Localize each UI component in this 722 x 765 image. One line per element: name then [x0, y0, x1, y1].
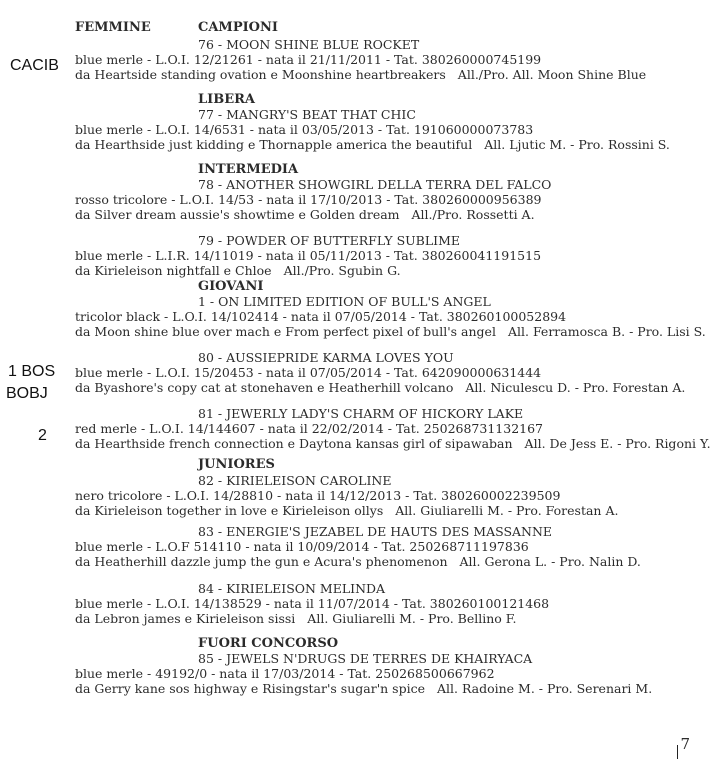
entry-82 [75, 473, 705, 518]
entry-owner: All./Pro. Rossetti A. [411, 207, 535, 222]
class-heading-fuori-concorso: FUORI CONCORSO [198, 636, 339, 651]
entry-parents: da Lebron james e Kirieleison sissi [75, 611, 296, 626]
entry-title: 77 - MANGRY'S BEAT THAT CHIC [198, 107, 416, 122]
entry-details: blue merle - L.O.I. 14/6531 - nata il 03/05/2013 - Tat. 191060000073783 [75, 122, 534, 137]
entry-details: blue merle - L.O.I. 12/21261 - nata il 21/11/2011 - Tat. 380260000745199 [75, 52, 542, 67]
class-heading-libera: LIBERA [198, 92, 256, 107]
entry-81 [75, 406, 711, 451]
entry-76 [75, 37, 705, 82]
entry-owner: All. Ferramosca B. - Pro. Lisi S. [507, 324, 706, 339]
entry-parents: da Gerry kane sos highway e Risingstar's sugar'n spice [75, 681, 425, 696]
award-bobj: BOBJ [6, 385, 48, 402]
entry-parents: da Heartside standing ovation e Moonshine heartbreakers [75, 67, 446, 82]
entry-title: 76 - MOON SHINE BLUE ROCKET [198, 37, 420, 52]
entry-title: 83 - ENERGIE'S JEZABEL DE HAUTS DES MASSANNE [198, 524, 553, 539]
entry-parents: da Silver dream aussie's showtime e Golden dream [75, 207, 400, 222]
entry-owner: All./Pro. All. Moon Shine Blue [457, 67, 647, 82]
entry-details: red merle - L.O.I. 14/144607 - nata il 22/02/2014 - Tat. 250268731132167 [75, 421, 544, 436]
entry-1 [75, 294, 705, 339]
entry-owner: All. Radoine M. - Pro. Serenari M. [436, 681, 653, 696]
entry-parents: da Hearthside just kidding e Thornapple america the beautiful [75, 137, 473, 152]
entry-owner: All. Gerona L. - Pro. Nalin D. [459, 554, 641, 569]
entry-title: 84 - KIRIELEISON MELINDA [198, 581, 386, 596]
entry-owner: All. Ljutic M. - Pro. Rossini S. [484, 137, 670, 152]
entry-details: blue merle - L.O.F 514110 - nata il 10/09/2014 - Tat. 250268711197836 [75, 539, 529, 554]
entry-details: blue merle - L.O.I. 15/20453 - nata il 07/05/2014 - Tat. 642090000631444 [75, 365, 542, 380]
page-divider [677, 745, 678, 759]
entry-84 [75, 581, 705, 626]
entry-owner: All. Giuliarelli M. - Pro. Forestan A. [395, 503, 619, 518]
entry-title: 78 - ANOTHER SHOWGIRL DELLA TERRA DEL FALCO [198, 177, 552, 192]
entry-details: blue merle - L.I.R. 14/11019 - nata il 05/11/2013 - Tat. 380260041191515 [75, 248, 542, 263]
entry-parents: da Hearthside french connection e Daytona kansas girl of sipawaban [75, 436, 513, 451]
entry-title: 1 - ON LIMITED EDITION OF BULL'S ANGEL [198, 294, 491, 309]
entry-80 [75, 350, 705, 395]
award-bos: 1 BOS [8, 363, 56, 380]
class-heading-intermedia: INTERMEDIA [198, 162, 299, 177]
class-heading-juniores: JUNIORES [198, 457, 275, 472]
class-heading-campioni: CAMPIONI [198, 20, 278, 35]
entry-details: tricolor black - L.O.I. 14/102414 - nata il 07/05/2014 - Tat. 380260100052894 [75, 309, 567, 324]
category-heading: FEMMINE [75, 20, 151, 35]
entry-details: nero tricolore - L.O.I. 14/28810 - nata il 14/12/2013 - Tat. 380260002239509 [75, 488, 561, 503]
entry-title: 80 - AUSSIEPRIDE KARMA LOVES YOU [198, 350, 454, 365]
entry-owner: All. Giuliarelli M. - Pro. Bellino F. [307, 611, 517, 626]
award-cacib: CACIB [10, 57, 59, 74]
entry-78 [75, 177, 705, 222]
entry-title: 85 - JEWELS N'DRUGS DE TERRES DE KHAIRYACA [198, 651, 533, 666]
entry-details: blue merle - 49192/0 - nata il 17/03/2014 - Tat. 250268500667962 [75, 666, 495, 681]
entry-title: 79 - POWDER OF BUTTERFLY SUBLIME [198, 233, 461, 248]
entry-title: 81 - JEWERLY LADY'S CHARM OF HICKORY LAKE [198, 406, 524, 421]
entry-details: blue merle - L.O.I. 14/138529 - nata il 11/07/2014 - Tat. 380260100121468 [75, 596, 550, 611]
entry-parents: da Heatherhill dazzle jump the gun e Acura's phenomenon [75, 554, 448, 569]
entry-parents: da Moon shine blue over mach e From perfect pixel of bull's angel [75, 324, 496, 339]
class-heading-giovani: GIOVANI [198, 279, 264, 294]
entry-owner: All. De Jess E. - Pro. Rigoni Y. [524, 436, 711, 451]
entry-owner: All. Niculescu D. - Pro. Forestan A. [465, 380, 686, 395]
entry-77 [75, 107, 705, 152]
entry-83 [75, 524, 705, 569]
entry-parents: da Kirieleison together in love e Kirieleison ollys [75, 503, 384, 518]
entry-details: rosso tricolore - L.O.I. 14/53 - nata il 17/10/2013 - Tat. 380260000956389 [75, 192, 542, 207]
award-second: 2 [38, 427, 47, 444]
page-number: 7 [680, 735, 690, 753]
entry-title: 82 - KIRIELEISON CAROLINE [198, 473, 392, 488]
entry-79 [75, 233, 705, 278]
entry-parents: da Kirieleison nightfall e Chloe [75, 263, 272, 278]
entry-85 [75, 651, 705, 696]
entry-owner: All./Pro. Sgubin G. [283, 263, 401, 278]
entry-parents: da Byashore's copy cat at stonehaven e Heatherhill volcano [75, 380, 454, 395]
